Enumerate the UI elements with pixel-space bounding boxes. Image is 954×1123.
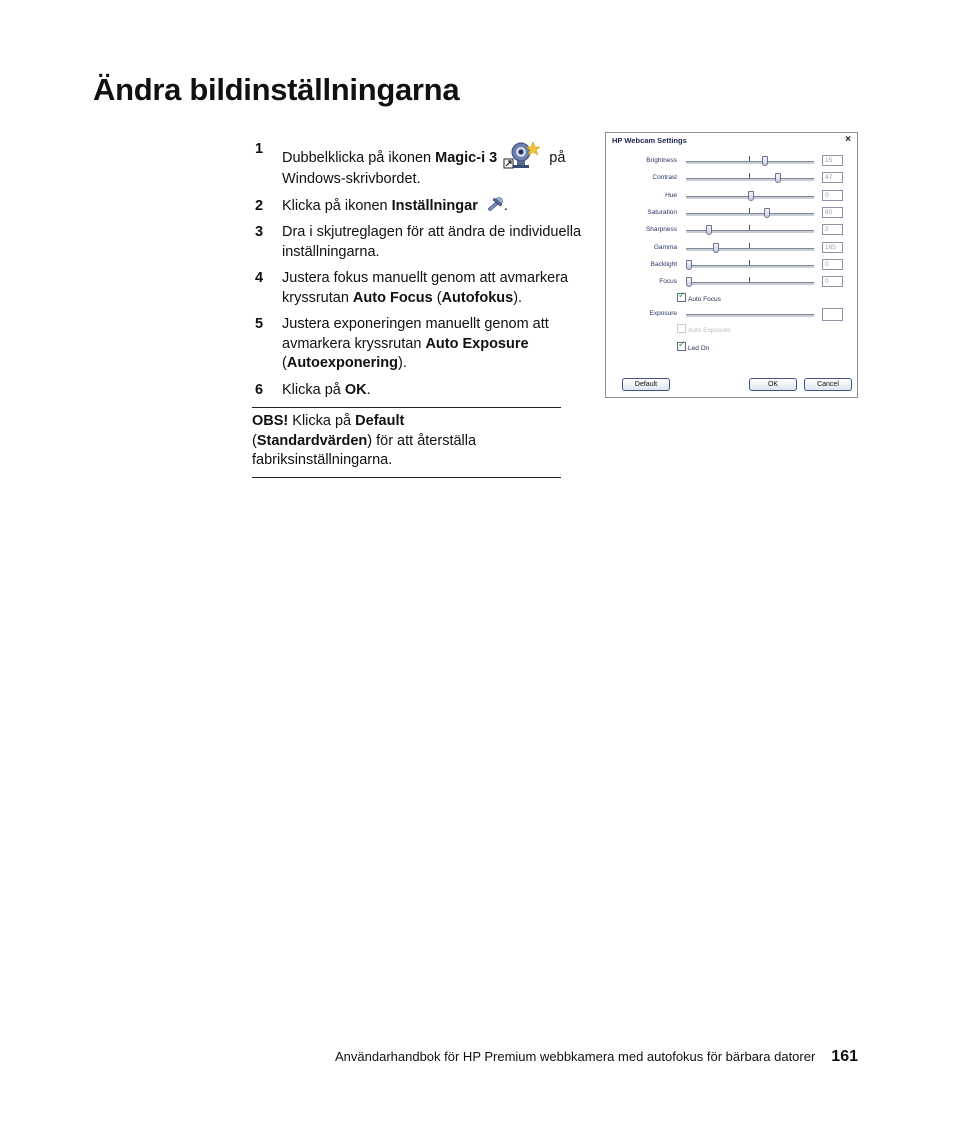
step-text: Klicka på <box>282 381 345 398</box>
step-number: 5 <box>255 316 264 332</box>
slider-label: Contrast <box>652 174 677 182</box>
note-text: ) för att återställa fabriksinställningarna. <box>252 432 477 468</box>
slider-tick <box>749 260 750 265</box>
slider-value-field[interactable]: 0 <box>822 190 843 201</box>
step-number: 3 <box>255 224 264 240</box>
slider-value-field[interactable]: 60 <box>822 207 843 218</box>
step-text: ). <box>398 355 407 371</box>
slider-track[interactable] <box>686 282 814 285</box>
step-text: ). <box>513 289 523 306</box>
exposure-slider <box>606 308 857 322</box>
slider-label: Brightness <box>646 157 677 164</box>
step-text: på Windows-skrivbordet. <box>282 150 566 187</box>
step-3 <box>255 223 595 262</box>
slider-thumb[interactable] <box>686 277 692 287</box>
slider-value-field[interactable]: 47 <box>822 172 843 183</box>
dialog-titlebar <box>606 133 857 148</box>
page-number: 161 <box>831 1048 858 1065</box>
slider-thumb[interactable] <box>748 191 754 201</box>
checkbox-box <box>677 324 686 333</box>
slider-label: Focus <box>659 278 677 286</box>
slider-track[interactable] <box>686 248 814 251</box>
step-text: Klicka på ikonen <box>282 197 392 214</box>
slider-label: Gamma <box>653 243 677 251</box>
step-1 <box>255 140 595 190</box>
footer-text: Användarhandbok för HP Premium webbkamera med autofokus för bärbara datorer <box>335 1049 816 1064</box>
slider-value-field[interactable]: 2 <box>822 224 843 235</box>
slider-hue <box>606 190 857 204</box>
slider-value-field[interactable]: 0 <box>822 259 843 270</box>
step-bold-text: Inställningar <box>391 197 478 214</box>
step-number: 6 <box>255 381 264 398</box>
slider-thumb[interactable] <box>775 173 781 183</box>
slider-saturation <box>606 207 857 221</box>
led-on-checkbox[interactable] <box>677 342 709 352</box>
slider-track[interactable] <box>686 213 814 216</box>
checkbox-box[interactable] <box>677 342 686 351</box>
slider-tick <box>749 156 750 161</box>
slider-thumb[interactable] <box>686 260 692 270</box>
slider-thumb[interactable] <box>764 208 770 218</box>
step-bold-text: Auto Focus <box>352 289 433 306</box>
slider-thumb[interactable] <box>762 156 768 166</box>
note-label: OBS! <box>252 413 289 429</box>
ok-button[interactable]: OK <box>749 378 797 391</box>
note-bold-text: Default <box>355 413 405 429</box>
slider-thumb[interactable] <box>713 243 719 253</box>
checkbox-label: Led On <box>688 345 710 352</box>
exposure-value-field[interactable] <box>822 308 843 321</box>
note-text: ( <box>252 432 257 449</box>
slider-label: Sharpness <box>645 226 677 234</box>
slider-focus <box>606 276 857 290</box>
slider-contrast <box>606 172 857 186</box>
close-icon[interactable]: × <box>845 134 851 145</box>
page-title: Ändra bildinställningarna <box>93 72 460 107</box>
slider-value-field[interactable]: 165 <box>822 242 843 253</box>
step-bold-text: Autoexponering <box>286 355 399 371</box>
checkbox-label: Auto Exposure <box>688 327 731 334</box>
slider-value-field[interactable]: 15 <box>822 155 843 166</box>
step-number: 1 <box>255 141 264 157</box>
slider-tick <box>749 243 750 248</box>
step-number: 4 <box>255 270 264 286</box>
step-5 <box>255 315 595 374</box>
slider-track[interactable] <box>686 161 814 164</box>
auto-exposure-checkbox <box>677 324 731 334</box>
step-text: Justera fokus manuellt genom att avmarkera kryssrutan <box>282 270 569 306</box>
page-footer <box>335 1048 858 1066</box>
step-text: Dubbelklicka på ikonen <box>282 150 436 166</box>
webcam-settings-dialog <box>605 132 858 398</box>
instruction-steps <box>255 140 595 407</box>
dialog-title: HP Webcam Settings <box>612 136 687 145</box>
slider-tick <box>749 173 750 178</box>
step-text: Dra i skjutreglagen för att ändra de individuella inställningarna. <box>282 224 582 260</box>
slider-track[interactable] <box>686 314 814 317</box>
note-bold-text: Standardvärden <box>256 432 368 449</box>
slider-track[interactable] <box>686 265 814 268</box>
step-4 <box>255 269 595 308</box>
note-box <box>252 407 561 478</box>
slider-thumb[interactable] <box>706 225 712 235</box>
slider-sharpness <box>606 224 857 238</box>
step-text: . <box>366 381 371 398</box>
slider-gamma <box>606 242 857 256</box>
slider-label: Backlight <box>650 260 677 268</box>
step-bold-text: Auto Exposure <box>425 335 529 352</box>
slider-value-field[interactable]: 0 <box>822 276 843 287</box>
slider-label: Hue <box>665 191 677 199</box>
note-text: Klicka på <box>288 413 356 429</box>
slider-tick <box>749 277 750 282</box>
cancel-button[interactable]: Cancel <box>804 378 852 391</box>
tools-icon <box>486 197 504 213</box>
slider-label: Exposure <box>649 310 677 317</box>
webcam-icon <box>503 140 543 170</box>
step-6 <box>255 381 595 401</box>
step-bold-text: Autofokus <box>441 289 514 306</box>
step-bold-text: Magic-i 3 <box>435 150 498 166</box>
slider-backlight <box>606 259 857 273</box>
checkbox-label: Auto Focus <box>688 296 721 303</box>
checkbox-box[interactable] <box>677 293 686 302</box>
step-text: . <box>503 197 508 214</box>
step-number: 2 <box>255 197 264 214</box>
default-button[interactable]: Default <box>622 378 670 391</box>
step-text: ( <box>282 355 287 371</box>
slider-track[interactable] <box>686 178 814 181</box>
step-text: Justera exponeringen manuellt genom att avmarkera kryssrutan <box>282 316 549 352</box>
slider-label: Saturation <box>647 208 677 216</box>
slider-tick <box>749 225 750 230</box>
step-2 <box>255 197 595 217</box>
step-bold-text: OK <box>344 381 367 398</box>
step-text: ( <box>432 289 442 306</box>
slider-tick <box>749 208 750 213</box>
auto-focus-checkbox[interactable] <box>677 293 721 303</box>
slider-brightness <box>606 155 857 169</box>
